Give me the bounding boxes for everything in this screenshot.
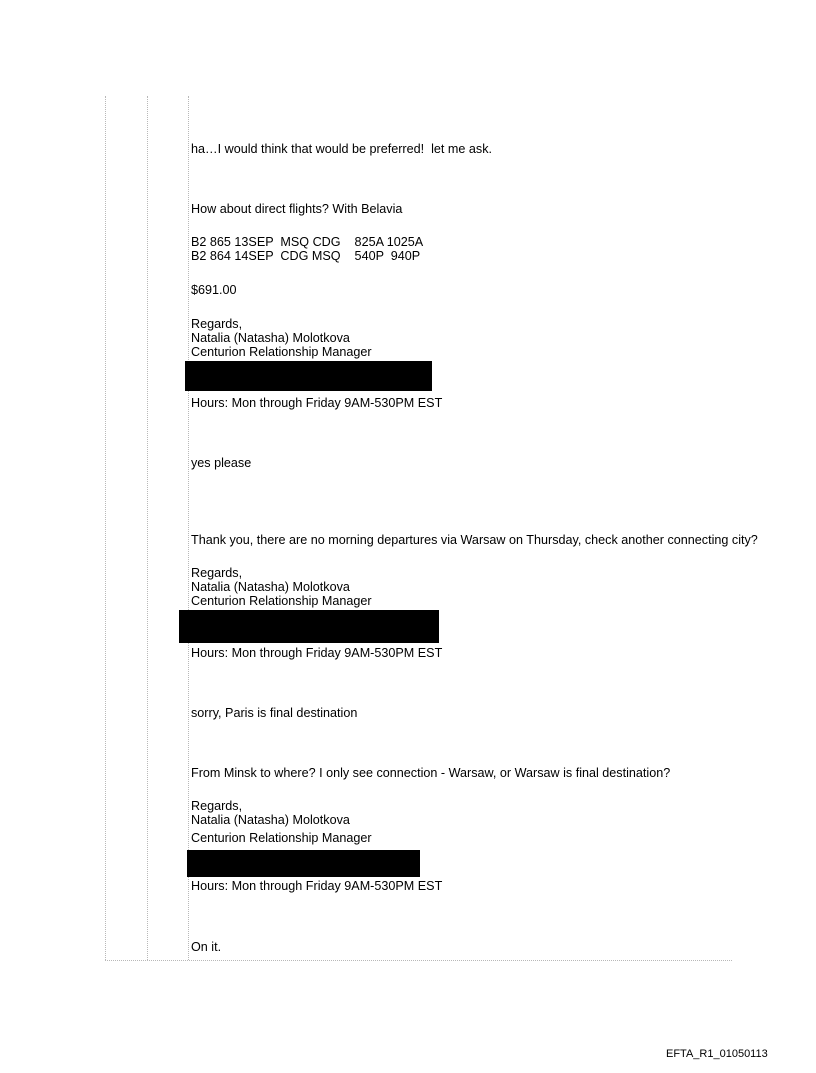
email-message-text: From Minsk to where? I only see connection - Warsaw, or Warsaw is final destination?	[191, 766, 671, 780]
signature-title: Centurion Relationship Manager	[191, 831, 372, 845]
signature-hours: Hours: Mon through Friday 9AM-530PM EST	[191, 646, 443, 660]
email-message-text: Thank you, there are no morning departures via Warsaw on Thursday, check another connecting city?	[191, 533, 758, 547]
table-rule-middle	[147, 96, 148, 960]
table-rule-left	[105, 96, 106, 960]
email-message-text: ha…I would think that would be preferred! let me ask.	[191, 142, 493, 156]
signature-regards: Regards,	[191, 317, 243, 331]
email-message-text: yes please	[191, 456, 252, 470]
signature-hours: Hours: Mon through Friday 9AM-530PM EST	[191, 396, 443, 410]
redaction-block	[185, 361, 432, 391]
flight-itinerary-line: B2 864 14SEP CDG MSQ 540P 940P	[191, 249, 421, 263]
table-rule-content	[188, 96, 189, 960]
signature-regards: Regards,	[191, 566, 243, 580]
signature-title: Centurion Relationship Manager	[191, 594, 372, 608]
email-message-text: On it.	[191, 940, 222, 954]
email-message-text: How about direct flights? With Belavia	[191, 202, 403, 216]
table-rule-bottom	[105, 960, 732, 961]
redaction-block	[179, 610, 439, 643]
flight-itinerary-line: B2 865 13SEP MSQ CDG 825A 1025A	[191, 235, 424, 249]
redaction-block	[187, 850, 420, 877]
signature-name: Natalia (Natasha) Molotkova	[191, 580, 350, 594]
signature-name: Natalia (Natasha) Molotkova	[191, 331, 350, 345]
document-id-footer: EFTA_R1_01050113	[666, 1048, 768, 1060]
signature-regards: Regards,	[191, 799, 243, 813]
signature-title: Centurion Relationship Manager	[191, 345, 372, 359]
email-message-text: sorry, Paris is final destination	[191, 706, 358, 720]
fare-price: $691.00	[191, 283, 237, 297]
signature-name: Natalia (Natasha) Molotkova	[191, 813, 350, 827]
signature-hours: Hours: Mon through Friday 9AM-530PM EST	[191, 879, 443, 893]
